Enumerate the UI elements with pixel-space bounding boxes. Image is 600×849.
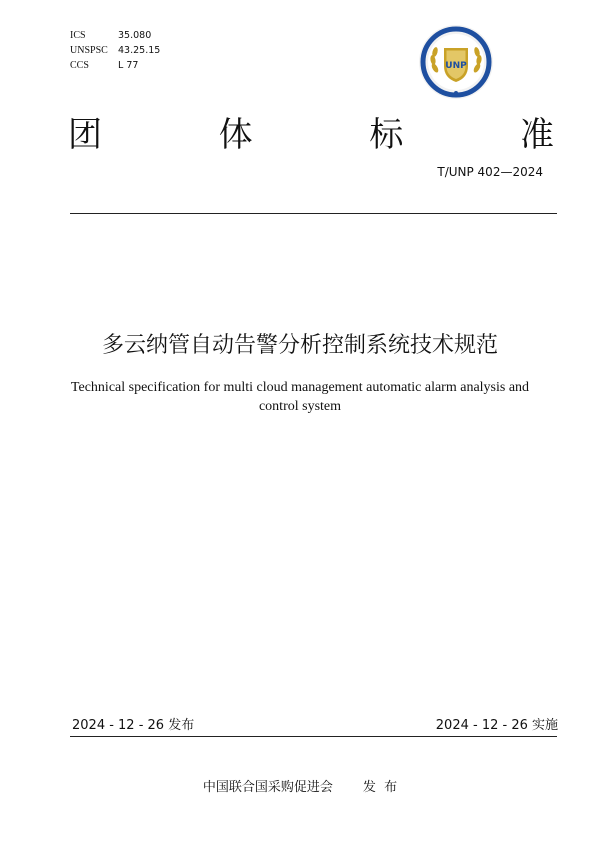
publisher-name: 中国联合国采购促进会 [202, 780, 333, 795]
logo-text: UNP [445, 61, 467, 71]
classification-value: L 77 [118, 60, 139, 71]
classification-key: UNSPSC [70, 45, 108, 56]
title-char: 团 [68, 114, 102, 155]
effective-date: 2024 - 12 - 26 实施 [435, 718, 558, 733]
document-type-title [68, 108, 554, 154]
english-title-line: control system [258, 399, 342, 414]
classification-value: 43.25.15 [118, 45, 161, 56]
publisher-line [0, 776, 600, 795]
classification-row-unspsc [70, 43, 160, 58]
classification-key: CCS [70, 60, 89, 71]
classification-key: ICS [70, 30, 86, 41]
title-char: 体 [218, 114, 253, 155]
top-divider [70, 213, 557, 214]
classification-row-ccs [70, 58, 160, 73]
classification-row-ics [70, 28, 160, 43]
issue-date: 2024 - 12 - 26 发布 [72, 718, 195, 733]
unp-emblem-icon [418, 24, 494, 100]
publish-word: 发 布 [362, 780, 398, 795]
classification-value: 35.080 [118, 30, 152, 41]
title-char: 标 [369, 114, 404, 155]
chinese-title: 多云纳管自动告警分析控制系统技术规范 [101, 333, 498, 358]
classification-block [70, 28, 160, 73]
standard-code: T/UNP 402—2024 [437, 165, 543, 179]
english-title [60, 378, 540, 416]
english-title-line: Technical specification for multi cloud management automatic alarm analysis and [70, 380, 530, 395]
bottom-divider [70, 736, 557, 737]
title-char: 准 [519, 114, 554, 155]
